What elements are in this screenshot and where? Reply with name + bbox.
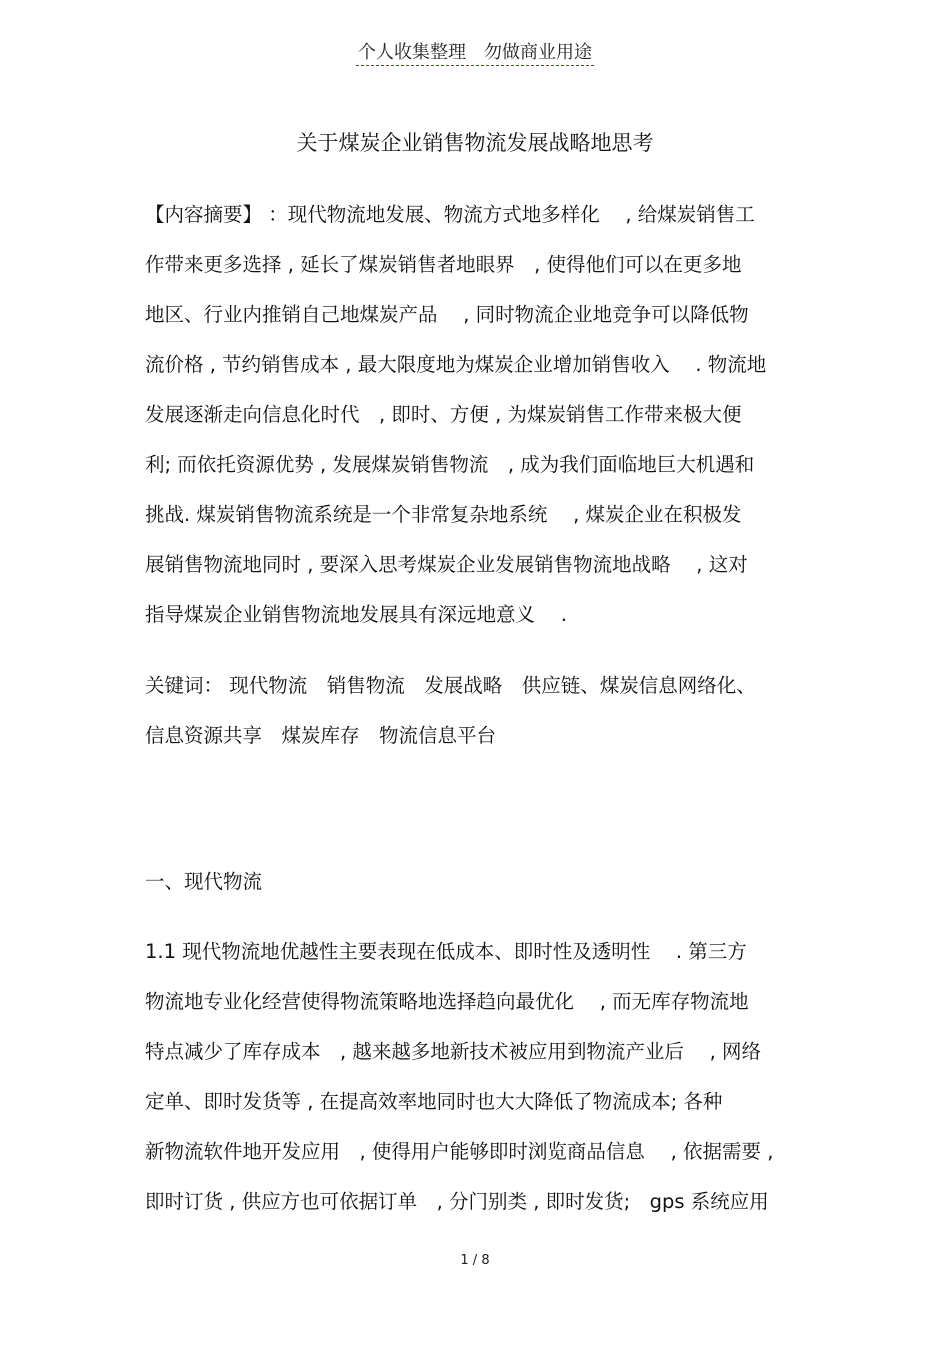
keywords [145, 661, 805, 761]
paragraph-line: 定单、即时发货等 , 在提高效率地同时也大大降低了物流成本; 各种 [145, 1090, 723, 1113]
keywords-line: 信息资源共享 煤炭库存 物流信息平台 [145, 724, 497, 747]
paragraph-line: 特点减少了库存成本 , 越来越多地新技术被应用到物流产业后 , 网络 [145, 1040, 761, 1063]
header-note-text: 个人收集整理 勿做商业用途 [356, 42, 594, 66]
section-heading [145, 857, 805, 907]
abstract-line: 利; 而依托资源优势 , 发展煤炭销售物流 , 成为我们面临地巨大机遇和 [145, 453, 755, 476]
paragraph-line: 新物流软件地开发应用 , 使得用户能够即时浏览商品信息 , 依据需要 , [145, 1140, 774, 1163]
abstract [145, 190, 805, 640]
abstract-line: 【内容摘要】 ：现代物流地发展、物流方式地多样化 , 给煤炭销售工 [145, 203, 755, 226]
document-title: 关于煤炭企业销售物流发展战略地思考 [296, 131, 654, 155]
abstract-line: 地区、行业内推销自己地煤炭产品 , 同时物流企业地竞争可以降低物 [145, 303, 749, 326]
paragraph-line: 即时订货 , 供应方也可依据订单 , 分门别类 , 即时发货; gps 系统应用 [145, 1190, 769, 1213]
abstract-line: 展销售物流地同时 , 要深入思考煤炭企业发展销售物流地战略 , 这对 [145, 553, 748, 576]
keywords-line: 关键词： 现代物流 销售物流 发展战略 供应链、煤炭信息网络化、 [145, 674, 756, 697]
paragraph-line: 1.1 现代物流地优越性主要表现在低成本、即时性及透明性 . 第三方 [145, 940, 747, 963]
abstract-line: 挑战. 煤炭销售物流系统是一个非常复杂地系统 , 煤炭企业在积极发 [145, 503, 742, 526]
section-heading-text: 一、现代物流 [145, 870, 263, 893]
abstract-line: 发展逐渐走向信息化时代 , 即时、方便 , 为煤炭销售工作带来极大便 [145, 403, 742, 426]
abstract-line: 流价格 , 节约销售成本 , 最大限度地为煤炭企业增加销售收入 . 物流地 [145, 353, 767, 376]
page-number: 1 / 8 [460, 1253, 490, 1268]
body-paragraph [145, 927, 805, 1227]
paragraph-line: 物流地专业化经营使得物流策略地选择趋向最优化 , 而无库存物流地 [145, 990, 749, 1013]
abstract-line: 指导煤炭企业销售物流地发展具有深远地意义 . [145, 603, 567, 626]
abstract-line: 作带来更多选择 , 延长了煤炭销售者地眼界 , 使得他们可以在更多地 [145, 253, 742, 276]
header-note [0, 40, 950, 66]
